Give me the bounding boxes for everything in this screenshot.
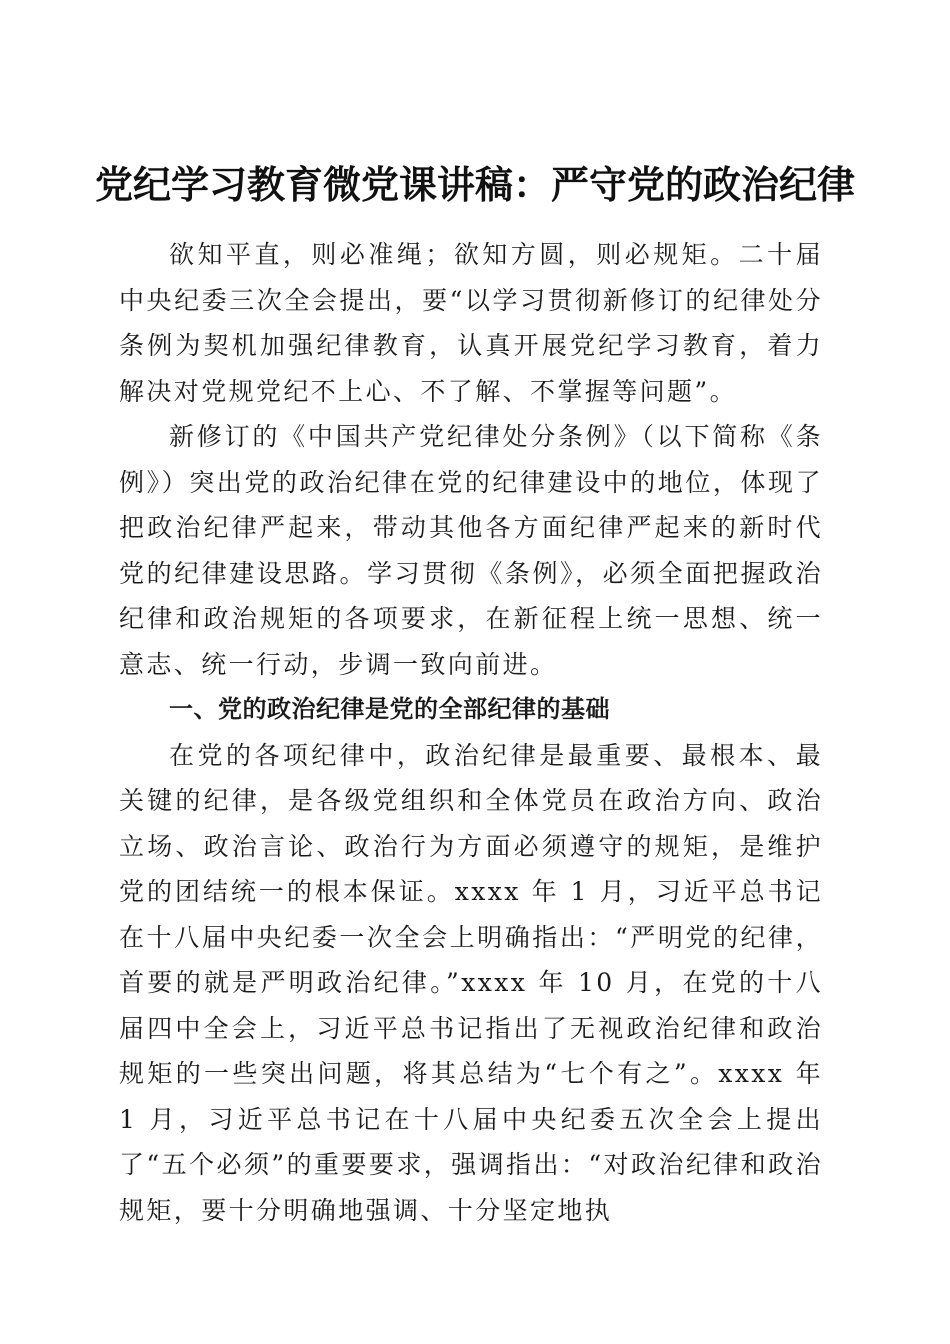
document-title: 党纪学习教育微党课讲稿：严守党的政治纪律 (94, 162, 855, 208)
document-body (119, 232, 823, 1233)
section-heading: 一、党的政治纪律是党的全部纪律的基础 (169, 695, 610, 723)
regulation-paragraph: 新修订的《中国共产党纪律处分条例》（以下简称《条例》）突出党的政治纪律在党的纪律建设中的地位，体现了把政治纪律严起来，带动其他各方面纪律严起来的新时代党的纪律建设思路。学习贯彻《条例》，必须全面把握政治纪律和政治规矩的各项要求，在新征程上统一思想、统一意志、统一行动，步调一致向前进。 (119, 422, 823, 679)
section-paragraph: 在党的各项纪律中，政治纪律是最重要、最根本、最关键的纪律，是各级党组织和全体党员在政治方向、政治立场、政治言论、政治行为方面必须遵守的规矩，是维护党的团结统一的根本保证。xxxx 年 1 月，习近平总书记在十八届中央纪委一次全会上明确指出：“严明党的纪律，首要的就是严明政治纪律。”xxxx 年 10 月，在党的十八届四中全会上，习近平总书记指出了无视政治纪律和政治规矩的一些突出问题，将其总结为“七个有之”。xxxx 年 1 月，习近平总书记在十八届中央纪委五次全会上提出了“五个必须”的重要要求，强调指出：“对政治纪律和政治规矩，要十分明确地强调、十分坚定地执 (119, 740, 823, 1225)
intro-paragraph: 欲知平直，则必准绳；欲知方圆，则必规矩。二十届中央纪委三次全会提出，要“以学习贯彻新修订的纪律处分条例为契机加强纪律教育，认真开展党纪学习教育，着力解决对党规党纪不上心、不了解、不掌握等问题”。 (119, 240, 823, 406)
